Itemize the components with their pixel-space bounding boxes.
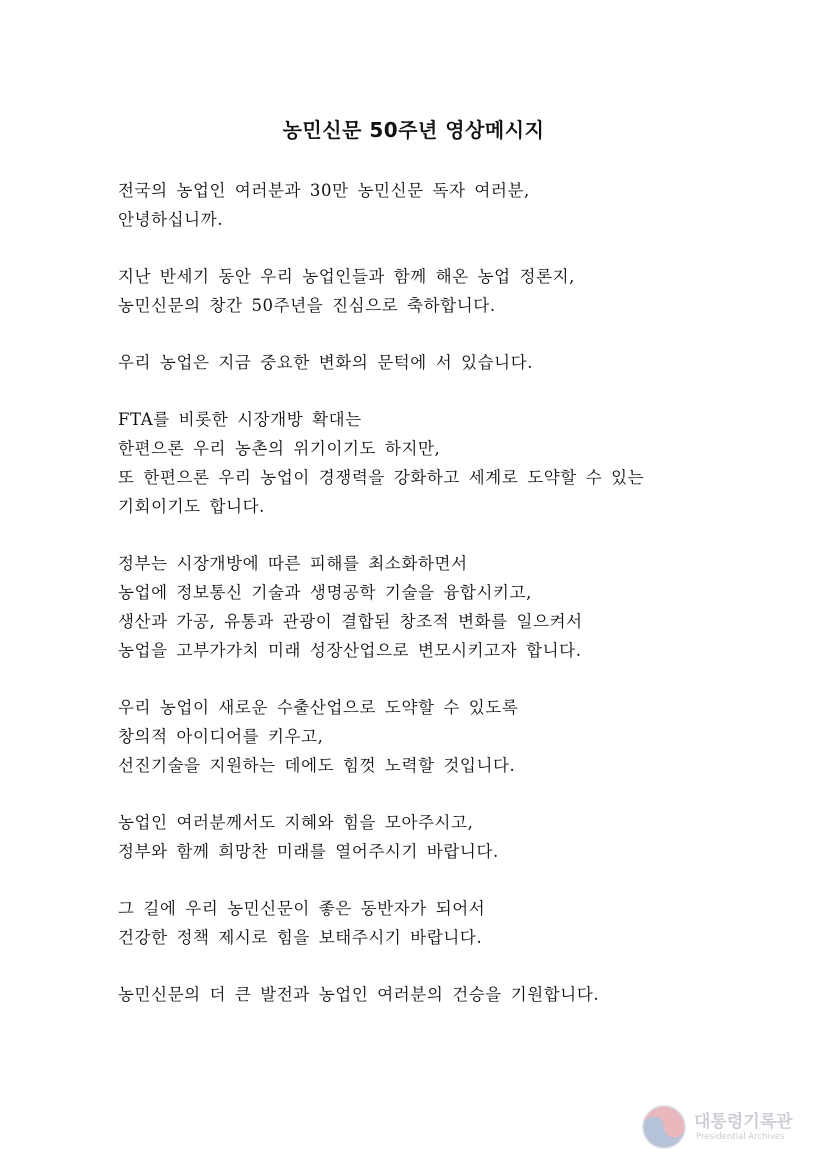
paragraph-congratulations [118,262,758,320]
text-line: 안녕하십니까. [118,210,224,229]
text-line: 기회이기도 합니다. [118,497,266,516]
archive-watermark [640,1103,810,1153]
text-line: 농업에 정보통신 기술과 생명공학 기술을 융합시키고, [118,583,532,602]
paragraph-farmers [118,808,758,866]
text-line: 우리 농업은 지금 중요한 변화의 문턱에 서 있습니다. [118,353,534,372]
text-line: 선진기술을 지원하는 데에도 힘껏 노력할 것입니다. [118,756,516,775]
paragraph-export [118,693,758,780]
paragraph-closing [118,980,758,1009]
text-line: 생산과 가공, 유통과 관광이 결합된 창조적 변화를 일으켜서 [118,612,583,631]
text-line: 전국의 농업인 여러분과 30만 농민신문 독자 여러분, [118,181,530,200]
text-line: 우리 농업이 새로운 수출산업으로 도약할 수 있도록 [118,698,519,717]
document-title: 농민신문 50주년 영상메시지 [282,118,545,142]
text-line: FTA를 비롯한 시장개방 확대는 [118,410,362,429]
text-line: 또 한편으론 우리 농업이 경쟁력을 강화하고 세계로 도약할 수 있는 [118,468,645,487]
document-body [118,176,758,1037]
text-line: 정부와 함께 희망찬 미래를 열어주시기 바랍니다. [118,842,499,861]
text-line: 그 길에 우리 농민신문이 좋은 동반자가 되어서 [118,899,486,918]
taegeuk-logo-icon [640,1103,688,1151]
text-line: 한편으론 우리 농촌의 위기이기도 하지만, [118,439,441,458]
paragraph-government [118,549,758,665]
paragraph-change [118,348,758,377]
watermark-subtitle: Presidential Archives [696,1132,785,1142]
text-line: 농업을 고부가가치 미래 성장산업으로 변모시키고자 합니다. [118,641,582,660]
paragraph-fta [118,405,758,521]
text-line: 농민신문의 창간 50주년을 진심으로 축하합니다. [118,296,496,315]
paragraph-partner [118,894,758,952]
text-line: 건강한 정책 제시로 힘을 보태주시기 바랍니다. [118,928,483,947]
text-line: 농민신문의 더 큰 발전과 농업인 여러분의 건승을 기원합니다. [118,985,600,1004]
text-line: 농업인 여러분께서도 지혜와 힘을 모아주시고, [118,813,474,832]
text-line: 창의적 아이디어를 키우고, [118,727,324,746]
paragraph-greeting [118,176,758,234]
text-line: 정부는 시장개방에 따른 피해를 최소화하면서 [118,554,468,573]
text-line: 지난 반세기 동안 우리 농업인들과 함께 해온 농업 정론지, [118,267,576,286]
watermark-title: 대통령기록관 [694,1112,793,1132]
